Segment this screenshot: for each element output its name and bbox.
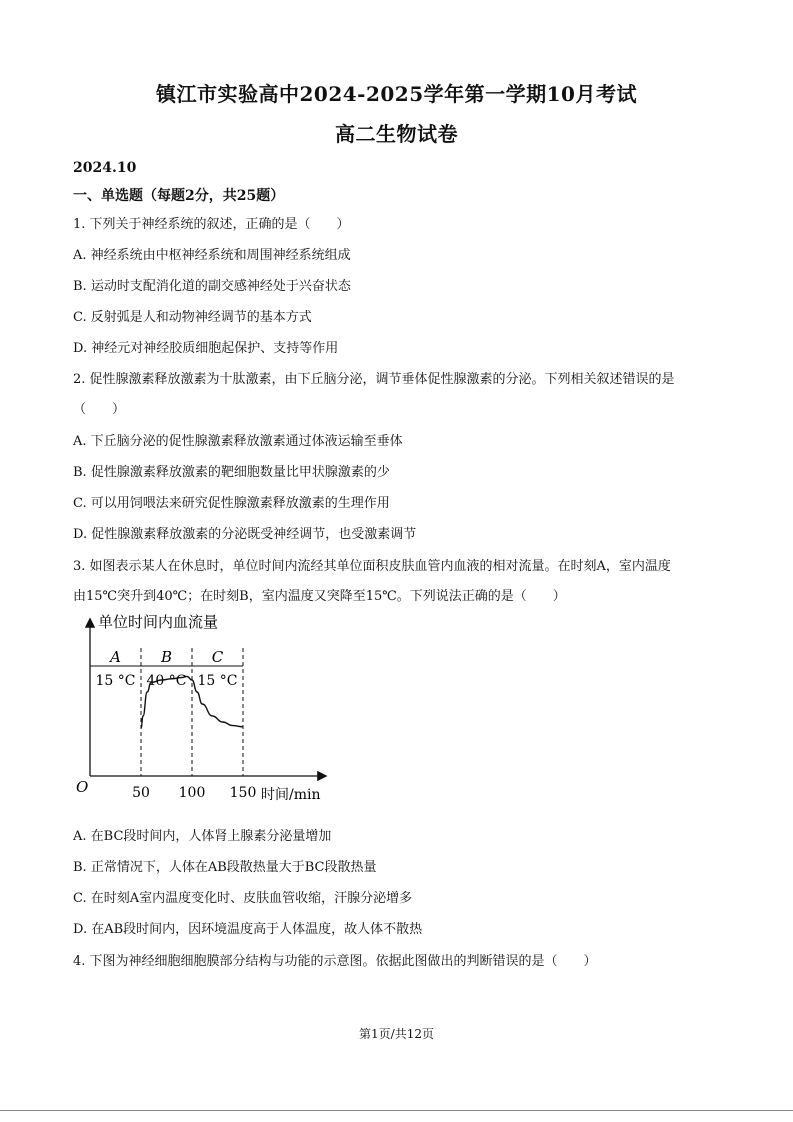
q3-option-b: B. 正常情况下，人体在AB段散热量大于BC段散热量	[73, 860, 377, 875]
exam-subtitle: 高二生物试卷	[335, 122, 458, 146]
temperature-label: 15 °C	[95, 673, 136, 689]
segment-label-A: A	[110, 648, 121, 666]
exam-date: 2024.10	[73, 160, 137, 176]
temperature-label: 15 °C	[197, 673, 238, 689]
segment-label-B: B	[160, 648, 173, 666]
q3-option-d: D. 在AB段时间内，因环境温度高于人体温度，故人体不散热	[73, 922, 423, 937]
page-footer: 第1页/共12页	[359, 1027, 434, 1041]
x-tick-label: 100	[178, 785, 206, 801]
temperature-label: 40 °C	[146, 673, 187, 689]
exam-title: 镇江市实验高中2024-2025学年第一学期10月考试	[156, 82, 637, 106]
q3-stem-cont: 由15℃突升到40℃；在时刻B，室内温度又突降至15℃。下列说法正确的是（ ）	[73, 589, 566, 604]
q2-option-d: D. 促性腺激素释放激素的分泌既受神经调节，也受激素调节	[73, 527, 417, 542]
q2-option-c: C. 可以用饲喂法来研究促性腺激素释放激素的生理作用	[73, 496, 390, 511]
q2-stem-cont: （ ）	[73, 402, 126, 417]
q1-option-c: C. 反射弧是人和动物神经调节的基本方式	[73, 310, 312, 325]
q2-stem: 2. 促性腺激素释放激素为十肽激素，由下丘脑分泌，调节垂体促性腺激素的分泌。下列相关叙述错误的是	[73, 372, 675, 387]
q2-option-a: A. 下丘脑分泌的促性腺激素释放激素通过体液运输至垂体	[73, 434, 403, 449]
x-tick-label: 150	[229, 785, 257, 801]
blood-flow-chart	[70, 608, 340, 808]
q1-option-a: A. 神经系统由中枢神经系统和周围神经系统组成	[73, 248, 351, 263]
q1-option-d: D. 神经元对神经胶质细胞起保护、支持等作用	[73, 341, 339, 356]
q3-option-a: A. 在BC段时间内，人体肾上腺素分泌量增加	[73, 829, 332, 844]
x-axis-label: 时间/min	[261, 787, 321, 803]
segment-label-C: C	[211, 648, 224, 666]
q1-stem: 1. 下列关于神经系统的叙述，正确的是（ ）	[73, 217, 350, 232]
y-axis-label: 单位时间内血流量	[98, 613, 219, 631]
q3-stem: 3. 如图表示某人在休息时，单位时间内流经其单位面积皮肤血管内血液的相对流量。在时刻A，室内温度	[73, 559, 671, 574]
section-heading: 一、单选题（每题2分，共25题）	[73, 188, 285, 204]
q3-option-c: C. 在时刻A室内温度变化时、皮肤血管收缩，汗腺分泌增多	[73, 891, 413, 906]
origin-label: O	[76, 778, 89, 796]
q4-stem: 4. 下图为神经细胞细胞膜部分结构与功能的示意图。依据此图做出的判断错误的是（ ）	[73, 954, 597, 969]
q2-option-b: B. 促性腺激素释放激素的靶细胞数量比甲状腺激素的少	[73, 465, 390, 480]
bottom-rule	[0, 1110, 793, 1111]
q1-option-b: B. 运动时支配消化道的副交感神经处于兴奋状态	[73, 279, 351, 294]
x-tick-label: 50	[132, 785, 150, 801]
